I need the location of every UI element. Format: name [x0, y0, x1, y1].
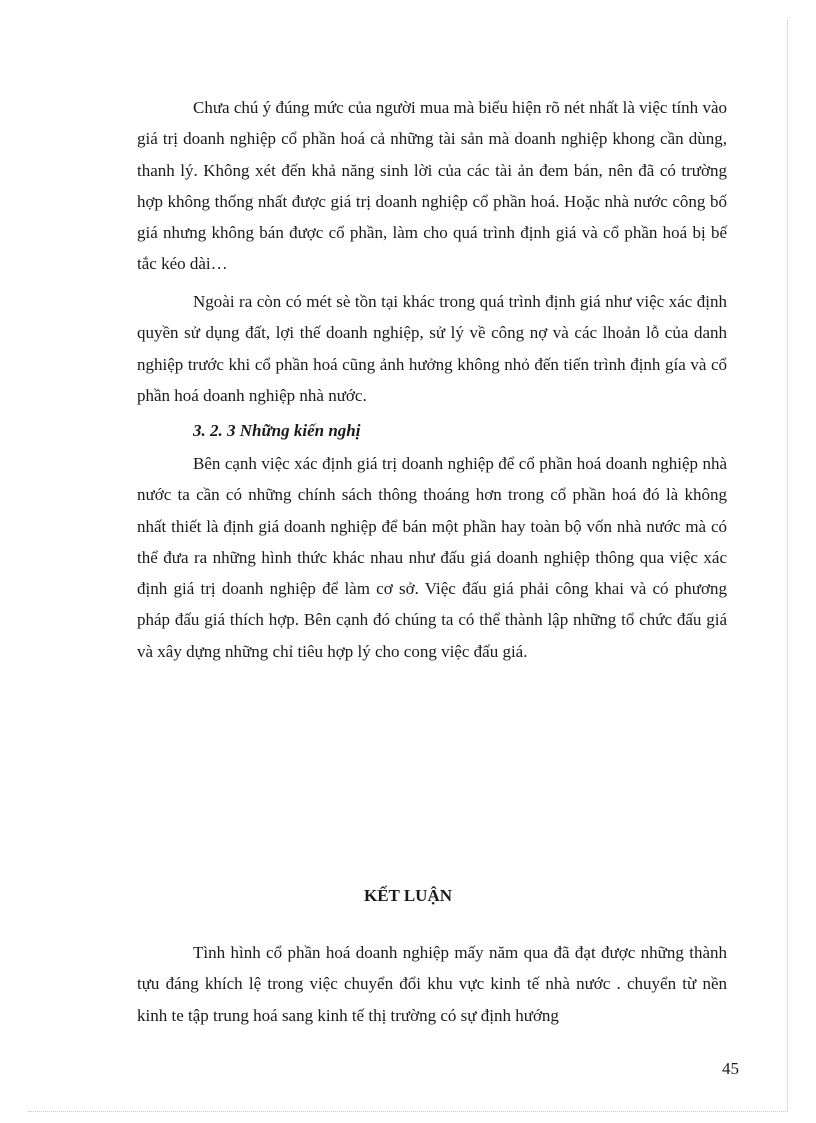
page-number: 45	[722, 1059, 739, 1078]
subheading-recommendations: 3. 2. 3 Những kiến nghị	[193, 421, 361, 440]
paragraph-buyer-attention: Chưa chú ý đúng mức của người mua mà biểu hiện rõ nét nhất là việc tính vào giá trị doanh nghiệp cổ phần hoá cả những tài sản mà doanh nghiệp khong cần dùng, thanh lý. Không xét đến khả năng sinh lời của các tài ản đem bán, nên đã có trường hợp không thống nhất được giá trị doanh nghiệp cổ phần hoá. Hoặc nhà nước công bố giá nhưng không bán được cổ phần, làm cho quá trình định giá và cổ phần hoá bị bế tắc kéo dài…	[137, 98, 727, 274]
paragraph-other-issues: Ngoài ra còn có mét sè tồn tại khác trong quá trình định giá như việc xác định quyền sử dụng đất, lợi thế doanh nghiệp, sử lý về công nợ và các lhoản lỗ của danh nghiệp trước khi cổ phần hoá cũng ảnh hưởng không nhỏ đến tiến trình định gía và cổ phần hoá doanh nghiệp nhà nước.	[137, 292, 727, 405]
paragraph-conclusion: Tình hình cổ phần hoá doanh nghiệp mấy năm qua đã đạt được những thành tựu đáng khích lệ trong việc chuyển đổi khu vực kinh tế nhà nước . chuyển từ nền kinh te tập trung hoá sang kinh tế thị trường có sự định hướng	[137, 943, 727, 1025]
paragraph-recommendations: Bên cạnh việc xác định giá trị doanh nghiệp để cổ phần hoá doanh nghiệp nhà nước ta cần có những chính sách thông thoáng hơn trong cổ phần hoá đó là không nhất thiết là định giá doanh nghiệp để bán một phần hay toàn bộ vốn nhà nước mà có thể đưa ra những hình thức khác nhau như đấu giá doanh nghiệp thông qua việc xác định giá trị doanh nghiệp để làm cơ sở. Việc đấu giá phải công khai và có phương pháp đấu giá thích hợp. Bên cạnh đó chúng ta có thể thành lập những tổ chức đấu giá và xây dựng những chỉ tiêu hợp lý cho cong việc đấu giá.	[137, 454, 727, 661]
section-title-conclusion: KẾT LUẬN	[363, 886, 452, 905]
